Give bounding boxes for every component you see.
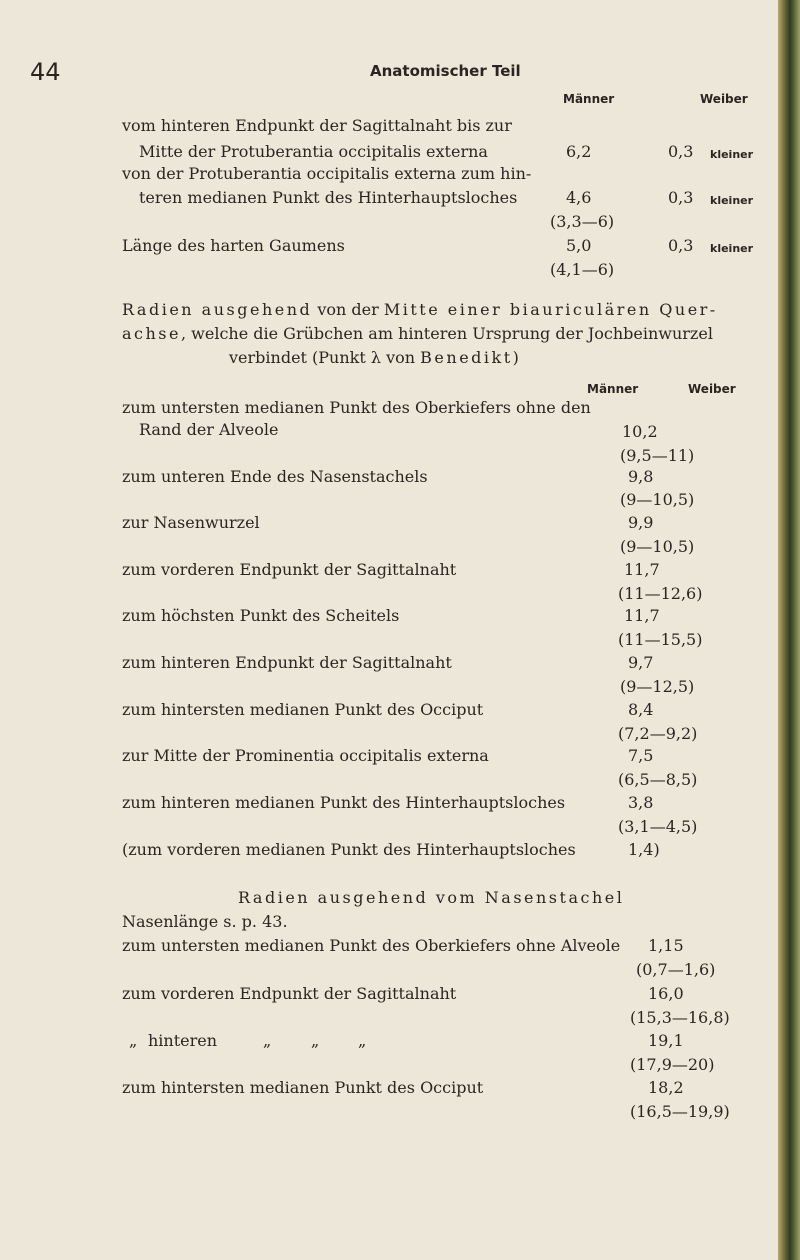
row-label-line: zum vorderen Endpunkt der Sagittalnaht (122, 984, 457, 1003)
men-range: (11—15,5) (618, 630, 703, 649)
men-range: (9—12,5) (620, 677, 695, 696)
women-value: 0,3 (668, 188, 694, 207)
section-note: Nasenlänge s. p. 43. (122, 912, 288, 931)
men-value: 11,7 (624, 560, 660, 579)
ditto-mark: „ (358, 1031, 367, 1050)
men-value: 9,8 (628, 467, 654, 486)
section-heading: Radien ausgehend vom Nasenstachel (238, 888, 625, 907)
row-label-line: Rand der Alveole (139, 420, 279, 439)
page-edge (778, 0, 800, 1260)
men-range: (9,5—11) (620, 446, 695, 465)
range: (17,9—20) (630, 1055, 715, 1074)
section-heading-line: verbindet (Punkt λ von Benedikt) (229, 348, 519, 367)
value: 19,1 (648, 1031, 684, 1050)
value: 18,2 (648, 1078, 684, 1097)
ditto-mark: „ (129, 1031, 138, 1050)
men-range: (6,5—8,5) (618, 770, 698, 789)
column-header-men: Männer (563, 92, 615, 106)
row-label-line: zur Nasenwurzel (122, 513, 260, 532)
row-label-line: zum hinteren medianen Punkt des Hinterhauptsloches (122, 793, 566, 812)
women-note: kleiner (710, 148, 754, 161)
page-number: 44 (30, 58, 61, 86)
row-label-line: Länge des harten Gaumens (122, 236, 345, 255)
row-label-line: zur Mitte der Prominentia occipitalis externa (122, 746, 489, 765)
row-label-line: zum unteren Ende des Nasenstachels (122, 467, 428, 486)
men-range: (3,3—6) (550, 212, 615, 231)
men-value: 7,5 (628, 746, 654, 765)
men-value: 3,8 (628, 793, 654, 812)
men-value: 10,2 (622, 422, 658, 441)
range: (0,7—1,6) (636, 960, 716, 979)
row-label-line: zum hintersten medianen Punkt des Occiput (122, 1078, 484, 1097)
column-header-women: Weiber (700, 92, 748, 106)
row-label-line: zum untersten medianen Punkt des Oberkiefers ohne den (122, 398, 591, 417)
men-value: 6,2 (566, 142, 592, 161)
men-value: 9,7 (628, 653, 654, 672)
column-header-women: Weiber (688, 382, 736, 396)
value: 16,0 (648, 984, 684, 1003)
row-label-line: vom hinteren Endpunkt der Sagittalnaht bis zur (122, 116, 512, 135)
ditto-mark: „ (263, 1031, 272, 1050)
men-value: 4,6 (566, 188, 592, 207)
men-range: (3,1—4,5) (618, 817, 698, 836)
row-label-line: zum untersten medianen Punkt des Oberkiefers ohne Alveole (122, 936, 621, 955)
row-label-line: (zum vorderen medianen Punkt des Hinterhauptsloches (122, 840, 576, 859)
row-label-line: zum hintersten medianen Punkt des Occiput (122, 700, 484, 719)
men-range: (4,1—6) (550, 260, 615, 279)
row-label-line: zum hinteren Endpunkt der Sagittalnaht (122, 653, 452, 672)
men-range: (7,2—9,2) (618, 724, 698, 743)
running-title: Anatomischer Teil (370, 62, 521, 80)
value: 1,15 (648, 936, 684, 955)
men-range: (9—10,5) (620, 537, 695, 556)
women-value: 0,3 (668, 142, 694, 161)
row-label-line: zum vorderen Endpunkt der Sagittalnaht (122, 560, 457, 579)
men-value: 11,7 (624, 606, 660, 625)
women-value: 0,3 (668, 236, 694, 255)
men-value: 5,0 (566, 236, 592, 255)
men-value: 1,4) (628, 840, 660, 859)
range: (16,5—19,9) (630, 1102, 730, 1121)
men-range: (9—10,5) (620, 490, 695, 509)
women-note: kleiner (710, 194, 754, 207)
row-label-line: von der Protuberantia occipitalis externa zum hin- (122, 164, 532, 183)
row-label-line: teren medianen Punkt des Hinterhauptsloches (139, 188, 518, 207)
column-header-men: Männer (587, 382, 639, 396)
men-range: (11—12,6) (618, 584, 703, 603)
row-label-line: zum höchsten Punkt des Scheitels (122, 606, 400, 625)
row-label-line: hinteren (148, 1031, 218, 1050)
range: (15,3—16,8) (630, 1008, 730, 1027)
men-value: 8,4 (628, 700, 654, 719)
ditto-mark: „ (311, 1031, 320, 1050)
section-heading: Radien ausgehend von der Mitte einer biauriculären Quer- (122, 300, 718, 319)
row-label-line: Mitte der Protuberantia occipitalis externa (139, 142, 488, 161)
section-heading-line: achse, welche die Grübchen am hinteren Ursprung der Jochbeinwurzel (122, 324, 713, 343)
men-value: 9,9 (628, 513, 654, 532)
women-note: kleiner (710, 242, 754, 255)
